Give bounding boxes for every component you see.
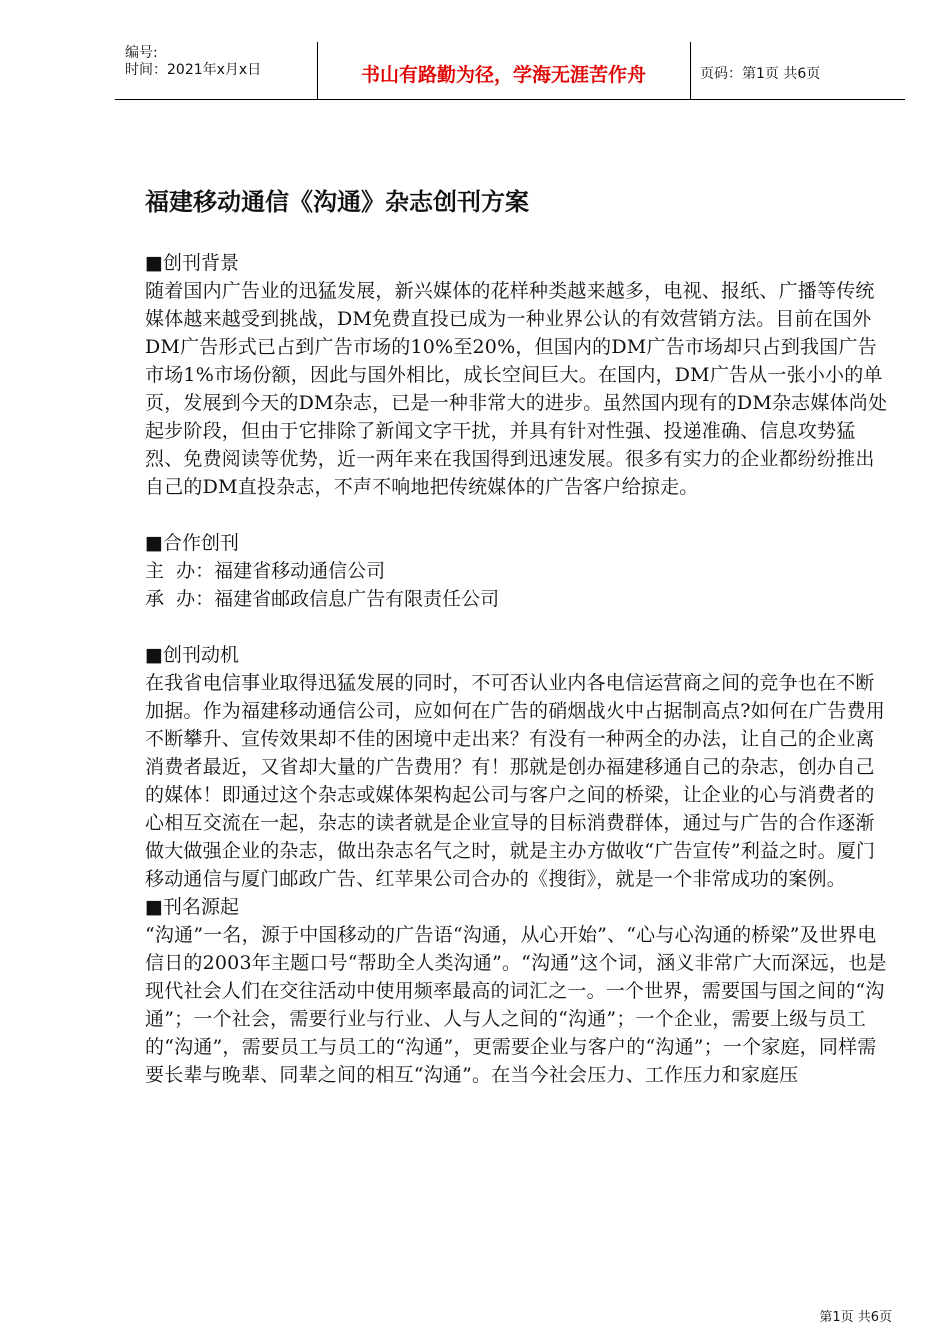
- header-divider-right: [690, 42, 691, 100]
- header-bottom-rule: [115, 99, 905, 100]
- section-heading: ■合作创刊: [145, 532, 239, 554]
- header-motto: 书山有路勤为径，学海无涯苦作舟: [360, 64, 646, 86]
- section-heading: ■刊名源起: [145, 896, 239, 918]
- document-title: 福建移动通信《沟通》杂志创刊方案: [145, 188, 529, 216]
- serial-number: 编号:: [125, 45, 158, 61]
- section-name-origin: [145, 893, 890, 1089]
- section-paragraph: 在我省电信事业取得迅猛发展的同时，不可否认业内各电信运营商之间的竞争也在不断加据。作为福建移动通信公司，应如何在广告的硝烟战火中占据制高点?如何在广告费用不断攀升、宣传效果却不佳的困境中走出来？有没有一种两全的办法，让自己的企业离消费者最近，又省却大量的广告费用？有！那就是创办福建移通自己的杂志，创办自己的媒体！即通过这个杂志或媒体架构起公司与客户之间的桥梁，让企业的心与消费者的心相互交流在一起，杂志的读者就是企业宣导的目标消费群体，通过与广告的合作逐渐做大做强企业的杂志，做出杂志名气之时，就是主办方做收“广告宣传”利益之时。厦门移动通信与厦门邮政广告、红苹果公司合办的《搜街》，就是一个非常成功的案例。: [145, 672, 885, 890]
- section-heading: ■创刊背景: [145, 252, 239, 274]
- section-heading: ■创刊动机: [145, 644, 239, 666]
- page-footer: 第1页 共6页: [819, 1310, 892, 1325]
- section-paragraph: 随着国内广告业的迅猛发展，新兴媒体的花样种类越来越多，电视、报纸、广播等传统媒体越来越受到挑战，DM免费直投已成为一种业界公认的有效营销方法。目前在国外DM广告形式已占到广告市场的10%至20%，但国内的DM广告市场却只占到我国广告市场1%市场份额，因此与国外相比，成长空间巨大。在国内，DM广告从一张小小的单页，发展到今天的DM杂志，已是一种非常大的进步。虽然国内现有的DM杂志媒体尚处起步阶段，但由于它排除了新闻文字干扰，并具有针对性强、投递准确、信息攻势猛烈、免费阅读等优势，近一两年来在我国得到迅速发展。很多有实力的企业都纷纷推出自己的DM直投杂志，不声不响地把传统媒体的广告客户给掠走。: [145, 280, 888, 498]
- header-meta: [125, 45, 261, 79]
- section-background: [145, 249, 890, 501]
- section-paragraph: “沟通”一名，源于中国移动的广告语“沟通，从心开始”、“心与心沟通的桥梁”及世界电信日的2003年主题口号“帮助全人类沟通”。“沟通”这个词，涵义非常广大而深远，也是现代社会人们在交往活动中使用频率最高的词汇之一。一个世界，需要国与国之间的“沟通”；一个社会，需要行业与行业、人与人之间的“沟通”；一个企业，需要上级与员工的“沟通”，需要员工与员工的“沟通”，更需要企业与客户的“沟通”；一个家庭，同样需要长辈与晚辈、同辈之间的相互“沟通”。在当今社会压力、工作压力和家庭压: [145, 924, 887, 1086]
- section-motivation: [145, 641, 890, 893]
- host-line: 主 办：福建省移动通信公司: [145, 560, 386, 582]
- organizer-line: 承 办：福建省邮政信息广告有限责任公司: [145, 588, 500, 610]
- header-time: 时间：2021年x月x日: [125, 62, 262, 78]
- section-cooperation: [145, 529, 890, 613]
- document-body: [145, 182, 890, 1089]
- page-header: [115, 42, 905, 100]
- header-page-number: 页码：第1页 共6页: [700, 66, 821, 82]
